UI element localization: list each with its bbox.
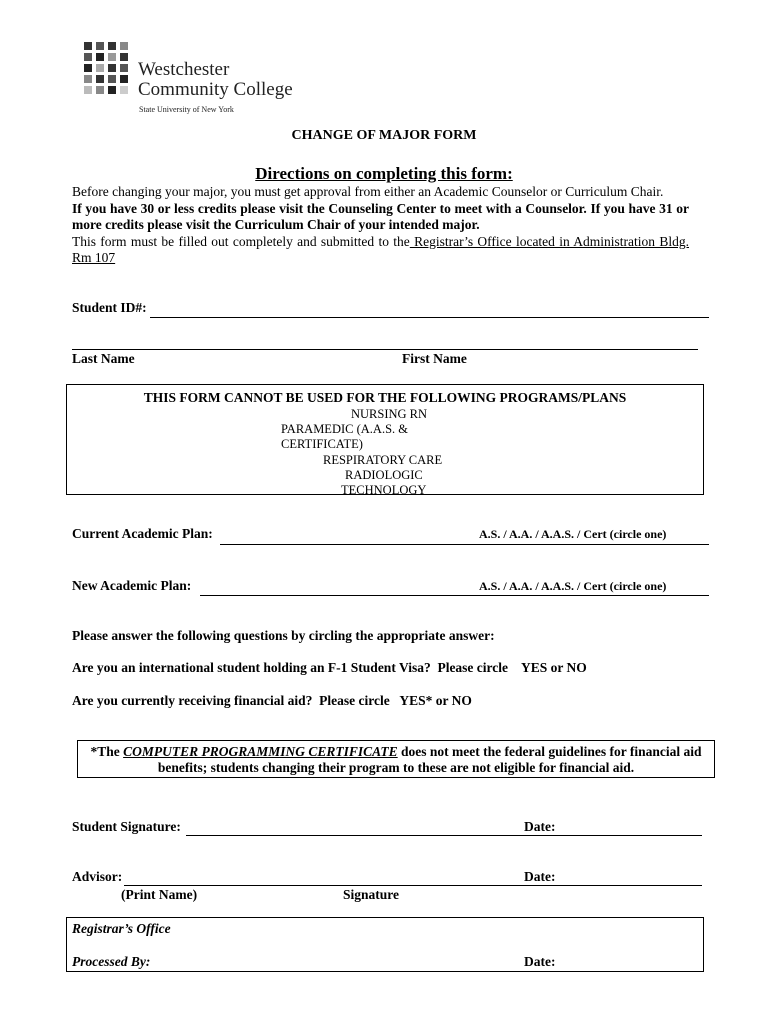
print-name-label: (Print Name) <box>121 887 198 902</box>
last-name-label: Last Name <box>72 351 135 366</box>
program-item: RESPIRATORY CARE <box>323 453 443 467</box>
advisor-field[interactable] <box>124 885 702 886</box>
college-name-line1: Westchester <box>138 59 230 80</box>
financial-aid-question[interactable]: Are you currently receiving financial aid? Please circle YES* or NO <box>72 693 472 708</box>
form-title: CHANGE OF MAJOR FORM <box>291 128 477 143</box>
first-name-label: First Name <box>402 351 467 366</box>
note-program: COMPUTER PROGRAMMING CERTIFICATE <box>123 744 398 759</box>
student-id-field[interactable] <box>150 317 709 318</box>
student-signature-label: Student Signature: <box>72 819 181 834</box>
note-prefix: *The <box>90 744 124 759</box>
registrar-title: Registrar’s Office <box>72 921 171 936</box>
excluded-programs-heading: THIS FORM CANNOT BE USED FOR THE FOLLOWING PROGRAMS/PLANS <box>143 390 627 405</box>
program-item: NURSING RN <box>351 407 428 421</box>
directions-line1: Before changing your major, you must get approval from either an Academic Counselor or Curriculum Chair. <box>72 184 664 199</box>
advisor-label: Advisor: <box>72 869 123 884</box>
advisor-date-label: Date: <box>524 869 556 884</box>
college-name-line2: Community College <box>138 79 293 100</box>
logo-grid-icon <box>82 42 136 96</box>
college-subtitle: State University of New York <box>139 105 234 114</box>
directions-heading: Directions on completing this form: <box>255 164 513 183</box>
financial-aid-note-box <box>77 740 715 778</box>
current-plan-label: Current Academic Plan: <box>72 526 213 541</box>
financial-aid-note <box>78 744 714 776</box>
program-item: TECHNOLOGY <box>341 483 427 495</box>
submit-room: Rm 107 <box>72 250 116 265</box>
registrar-date-label: Date: <box>524 954 556 969</box>
program-item: RADIOLOGIC <box>345 468 423 482</box>
directions-submit <box>72 234 689 266</box>
questions-intro: Please answer the following questions by circling the appropriate answer: <box>72 628 495 643</box>
registrar-box <box>66 917 704 972</box>
name-field[interactable] <box>72 349 698 350</box>
student-id-label: Student ID#: <box>72 300 147 315</box>
program-item: PARAMEDIC (A.A.S. & <box>281 422 408 436</box>
excluded-programs-box <box>66 384 704 495</box>
student-signature-field[interactable] <box>186 835 702 836</box>
processed-by-label: Processed By: <box>72 954 151 969</box>
student-date-label: Date: <box>524 819 556 834</box>
signature-label: Signature <box>343 887 400 902</box>
new-plan-options[interactable]: A.S. / A.A. / A.A.S. / Cert (circle one) <box>479 579 667 593</box>
visa-question[interactable]: Are you an international student holding an F-1 Student Visa? Please circle YES or NO <box>72 660 587 675</box>
program-item: CERTIFICATE) <box>281 437 363 451</box>
directions-credits-note: If you have 30 or less credits please visit the Counseling Center to meet with a Counselor. If you have 31 or more credits please visit the Curriculum Chair of your intended major. <box>72 201 689 232</box>
submit-prefix: This form must be filled out completely and submitted to the <box>72 234 410 249</box>
new-plan-label: New Academic Plan: <box>72 578 192 593</box>
note-rest: does not meet the federal guidelines for financial aid benefits; students changing their program to these are not eligible for financial aid. <box>157 744 702 775</box>
new-plan-field[interactable] <box>200 595 709 596</box>
current-plan-field[interactable] <box>220 544 709 545</box>
college-name <box>138 60 293 100</box>
submit-location: Registrar’s Office located in Administration Bldg. <box>409 234 689 249</box>
current-plan-options[interactable]: A.S. / A.A. / A.A.S. / Cert (circle one) <box>479 527 667 541</box>
